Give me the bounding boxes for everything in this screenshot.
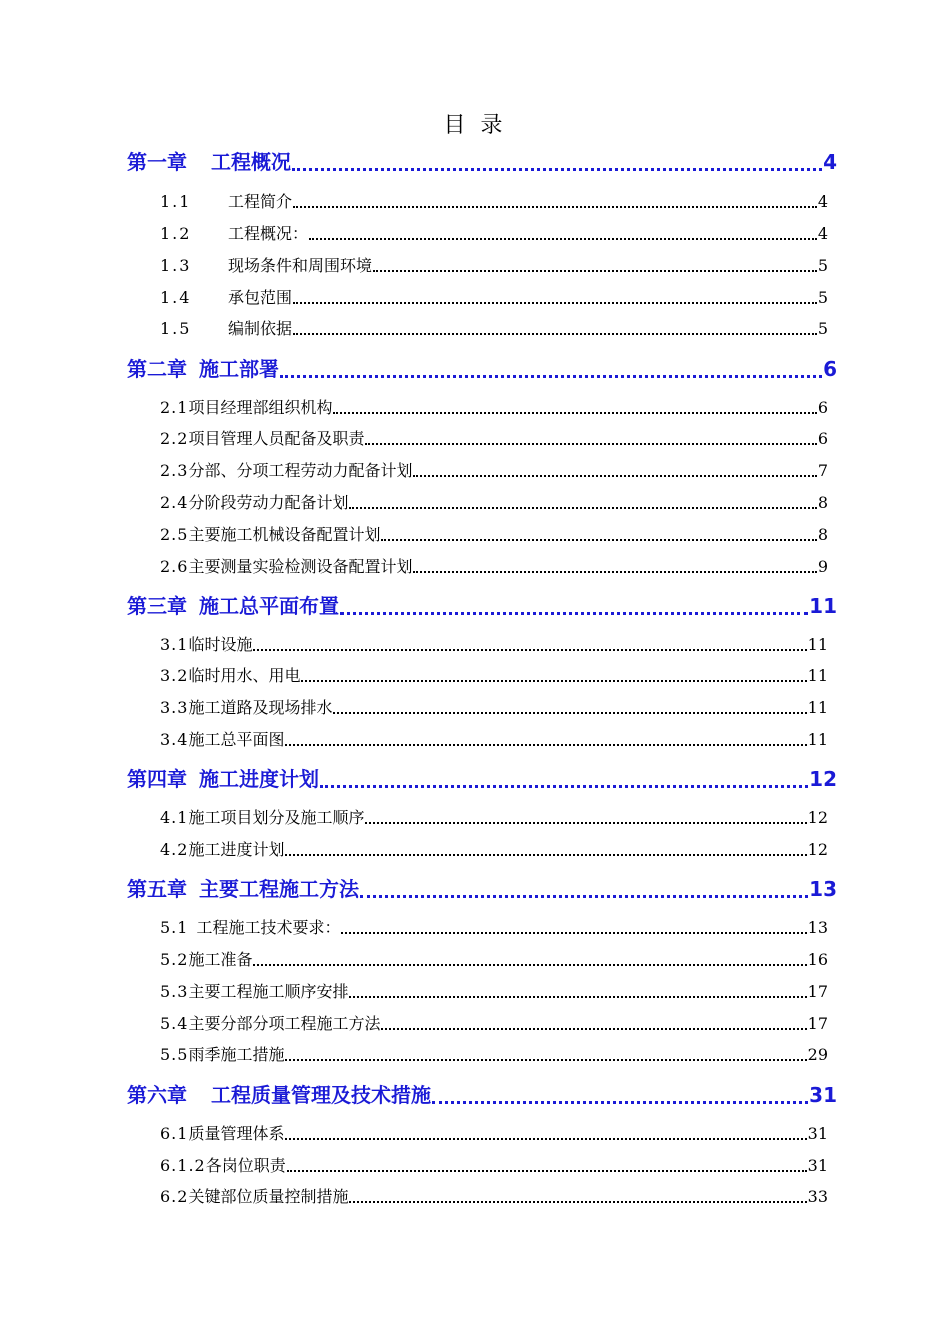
chapter-number: 第一章 — [127, 150, 187, 174]
section-number: 4.2 — [160, 840, 189, 859]
toc-entry-4-1[interactable] — [160, 805, 828, 828]
section-number: 2.1 — [160, 398, 189, 417]
section-title: 工程简介 — [228, 192, 293, 211]
toc-entry-2-2[interactable] — [160, 426, 828, 449]
dot-leader — [365, 443, 816, 445]
toc-entry-5-3[interactable] — [160, 979, 828, 1002]
section-title: 现场条件和周围环境 — [228, 256, 373, 275]
section-number: 5.2 — [160, 950, 189, 969]
toc-entry-5-5[interactable] — [160, 1042, 828, 1065]
dot-leader — [285, 854, 806, 856]
toc-entry-6-1-2[interactable] — [160, 1153, 828, 1176]
dot-leader — [292, 168, 822, 171]
dot-leader — [320, 785, 808, 788]
toc-chapter-6[interactable] — [127, 1079, 837, 1108]
dot-leader — [333, 412, 816, 414]
toc-entry-4-2[interactable] — [160, 837, 828, 860]
toc-entry-5-4[interactable] — [160, 1011, 828, 1034]
toc-entry-1-1[interactable] — [160, 189, 828, 212]
toc-entry-2-1[interactable] — [160, 395, 828, 418]
dot-leader — [373, 270, 817, 272]
section-title: 主要测量实验检测设备配置计划 — [188, 557, 413, 576]
section-page-number: 31 — [807, 1156, 828, 1175]
toc-chapter-5[interactable] — [127, 873, 837, 902]
section-title: 临时用水、用电 — [188, 666, 301, 685]
section-page-number: 4 — [817, 224, 828, 243]
toc-entry-1-3[interactable] — [160, 253, 828, 276]
section-title: 施工总平面图 — [188, 730, 285, 749]
chapter-title: 施工进度计划 — [199, 767, 319, 791]
section-number: 3.1 — [160, 635, 189, 654]
dot-leader — [360, 895, 808, 898]
section-number: 2.2 — [160, 429, 189, 448]
section-page-number: 8 — [817, 493, 828, 512]
dot-leader — [349, 507, 816, 509]
section-title: 施工道路及现场排水 — [188, 698, 333, 717]
toc-entry-5-1[interactable] — [160, 915, 828, 938]
dot-leader — [333, 712, 806, 714]
section-number: 6.1.2 — [160, 1156, 206, 1175]
section-title: 关键部位质量控制措施 — [188, 1187, 349, 1206]
section-number: 3.3 — [160, 698, 189, 717]
section-title: 施工项目划分及施工顺序 — [188, 808, 365, 827]
section-title: 分部、分项工程劳动力配备计划 — [188, 461, 413, 480]
toc-entry-3-3[interactable] — [160, 695, 828, 718]
toc-entry-2-4[interactable] — [160, 490, 828, 513]
dot-leader — [285, 1059, 806, 1061]
section-title: 项目经理部组织机构 — [188, 398, 333, 417]
dot-leader — [340, 612, 808, 615]
chapter-title: 施工总平面布置 — [199, 594, 339, 618]
section-page-number: 13 — [807, 918, 828, 937]
dot-leader — [285, 1138, 806, 1140]
section-title: 施工进度计划 — [188, 840, 285, 859]
section-page-number: 29 — [807, 1045, 828, 1064]
toc-entry-5-2[interactable] — [160, 947, 828, 970]
dot-leader — [280, 375, 822, 378]
section-title: 临时设施 — [188, 635, 253, 654]
section-number: 4.1 — [160, 808, 189, 827]
section-page-number: 7 — [817, 461, 828, 480]
chapter-number: 第二章 — [127, 357, 187, 381]
section-number: 1.3 — [160, 256, 192, 275]
chapter-number: 第六章 — [127, 1083, 187, 1107]
dot-leader — [301, 680, 806, 682]
section-number: 5.1 — [160, 918, 189, 937]
section-title: 各岗位职责 — [205, 1156, 286, 1175]
chapter-title: 施工部署 — [199, 357, 279, 381]
chapter-page-number: 11 — [809, 594, 837, 618]
chapter-page-number: 13 — [809, 877, 837, 901]
section-title: 分阶段劳动力配备计划 — [188, 493, 349, 512]
toc-entry-1-2[interactable] — [160, 221, 828, 244]
section-page-number: 12 — [807, 808, 828, 827]
section-title: 编制依据 — [228, 319, 293, 338]
dot-leader — [413, 571, 816, 573]
toc-entry-3-1[interactable] — [160, 632, 828, 655]
dot-leader — [365, 822, 806, 824]
section-page-number: 9 — [817, 557, 828, 576]
toc-entry-2-6[interactable] — [160, 554, 828, 577]
dot-leader — [413, 475, 816, 477]
dot-leader — [381, 539, 816, 541]
dot-leader — [309, 238, 817, 240]
section-number: 2.6 — [160, 557, 189, 576]
section-page-number: 16 — [807, 950, 828, 969]
section-page-number: 11 — [807, 666, 828, 685]
section-number: 5.4 — [160, 1014, 189, 1033]
section-title: 主要施工机械设备配置计划 — [188, 525, 381, 544]
toc-entry-1-5[interactable] — [160, 316, 828, 339]
section-number: 2.3 — [160, 461, 189, 480]
chapter-page-number: 12 — [809, 767, 837, 791]
toc-entry-2-3[interactable] — [160, 458, 828, 481]
section-title: 雨季施工措施 — [188, 1045, 285, 1064]
section-page-number: 31 — [807, 1124, 828, 1143]
section-page-number: 6 — [817, 429, 828, 448]
toc-entry-6-2[interactable] — [160, 1184, 828, 1207]
section-page-number: 11 — [807, 635, 828, 654]
section-number: 6.1 — [160, 1124, 189, 1143]
chapter-page-number: 6 — [823, 357, 837, 381]
dot-leader — [432, 1101, 808, 1104]
section-page-number: 6 — [817, 398, 828, 417]
section-title: 工程施工技术要求： — [196, 918, 341, 937]
chapter-number: 第三章 — [127, 594, 187, 618]
section-title: 质量管理体系 — [188, 1124, 285, 1143]
toc-title: 目 录 — [443, 113, 507, 138]
section-number: 1.2 — [160, 224, 192, 243]
section-number: 6.2 — [160, 1187, 189, 1206]
toc-chapter-3[interactable] — [127, 590, 837, 619]
dot-leader — [341, 932, 806, 934]
toc-entry-6-1[interactable] — [160, 1121, 828, 1144]
dot-leader — [293, 302, 817, 304]
dot-leader — [287, 1170, 807, 1172]
toc-entry-3-4[interactable] — [160, 727, 828, 750]
section-number: 3.4 — [160, 730, 189, 749]
toc-entry-1-4[interactable] — [160, 285, 828, 308]
section-page-number: 12 — [807, 840, 828, 859]
section-number: 2.4 — [160, 493, 189, 512]
section-number: 1.5 — [160, 319, 192, 338]
chapter-page-number: 31 — [809, 1083, 837, 1107]
chapter-title: 主要工程施工方法 — [199, 877, 359, 901]
dot-leader — [253, 964, 806, 966]
toc-chapter-4[interactable] — [127, 763, 837, 792]
section-title: 工程概况： — [228, 224, 309, 243]
section-number: 2.5 — [160, 525, 189, 544]
toc-entry-2-5[interactable] — [160, 522, 828, 545]
chapter-title: 工程概况 — [211, 150, 291, 174]
dot-leader — [381, 1028, 806, 1030]
section-title: 主要分部分项工程施工方法 — [188, 1014, 381, 1033]
section-page-number: 4 — [817, 192, 828, 211]
section-page-number: 11 — [807, 698, 828, 717]
section-page-number: 17 — [807, 1014, 828, 1033]
chapter-number: 第五章 — [127, 877, 187, 901]
dot-leader — [293, 206, 817, 208]
section-number: 3.2 — [160, 666, 189, 685]
section-number: 5.5 — [160, 1045, 189, 1064]
section-page-number: 5 — [817, 256, 828, 275]
section-page-number: 17 — [807, 982, 828, 1001]
dot-leader — [349, 996, 806, 998]
toc-chapter-2[interactable] — [127, 353, 837, 382]
section-page-number: 11 — [807, 730, 828, 749]
section-title: 施工准备 — [188, 950, 253, 969]
section-page-number: 5 — [817, 288, 828, 307]
chapter-title: 工程质量管理及技术措施 — [211, 1083, 431, 1107]
section-page-number: 33 — [807, 1187, 828, 1206]
section-number: 1.1 — [160, 192, 192, 211]
chapter-number: 第四章 — [127, 767, 187, 791]
section-number: 1.4 — [160, 288, 192, 307]
section-title: 主要工程施工顺序安排 — [188, 982, 349, 1001]
section-number: 5.3 — [160, 982, 189, 1001]
section-title: 项目管理人员配备及职责 — [188, 429, 365, 448]
chapter-page-number: 4 — [823, 150, 837, 174]
dot-leader — [349, 1201, 806, 1203]
dot-leader — [253, 649, 806, 651]
section-title: 承包范围 — [228, 288, 293, 307]
section-page-number: 5 — [817, 319, 828, 338]
dot-leader — [293, 333, 817, 335]
dot-leader — [285, 744, 806, 746]
toc-entry-3-2[interactable] — [160, 663, 828, 686]
toc-chapter-1[interactable] — [127, 146, 837, 175]
section-page-number: 8 — [817, 525, 828, 544]
